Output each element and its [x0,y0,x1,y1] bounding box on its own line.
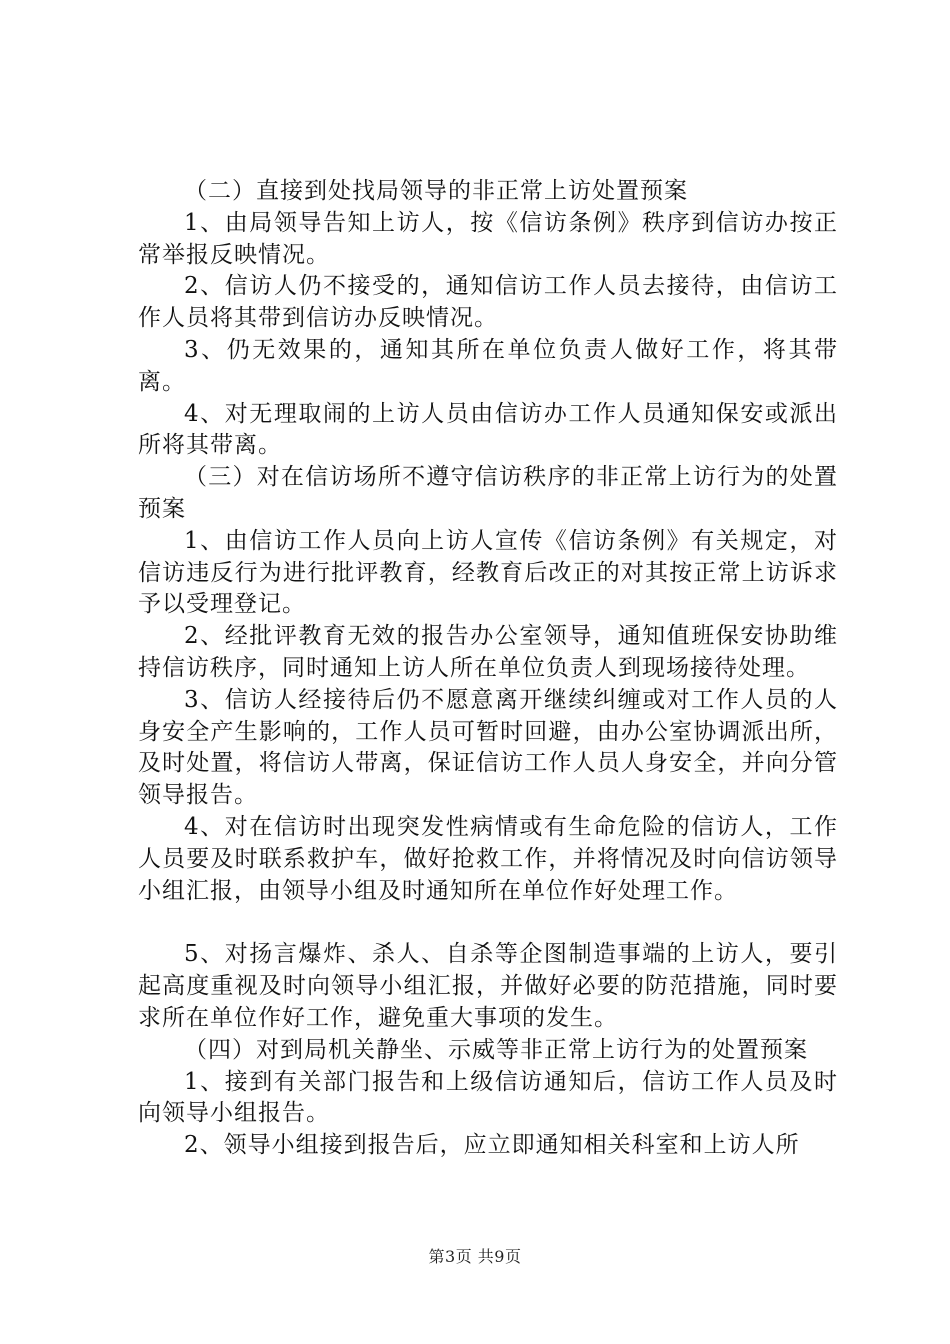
section-heading-3: （三）对在信访场所不遵守信访秩序的非正常上访行为的处置预案 [138,464,838,522]
paragraph: 2、信访人仍不接受的，通知信访工作人员去接待，由信访工作人员将其带到信访办反映情况。 [138,273,838,332]
section-heading-2: （二）直接到处找局领导的非正常上访处置预案 [184,178,688,204]
paragraph: 5、对扬言爆炸、杀人、自杀等企图制造事端的上访人，要引起高度重视及时向领导小组汇报，并做好必要的防范措施，同时要求所在单位作好工作，避免重大事项的发生。 [138,941,838,1031]
paragraph: 1、由局领导告知上访人，按《信访条例》秩序到信访办按正常举报反映情况。 [138,209,838,268]
paragraph: 3、仍无效果的，通知其所在单位负责人做好工作，将其带离。 [138,336,838,395]
paragraph: 4、对在信访时出现突发性病情或有生命危险的信访人，工作人员要及时联系救护车，做好抢救工作，并将情况及时向信访领导小组汇报，由领导小组及时通知所在单位作好处理工作。 [138,813,838,904]
paragraph: 2、领导小组接到报告后，应立即通知相关科室和上访人所 [184,1132,800,1159]
section-heading-4: （四）对到局机关静坐、示威等非正常上访行为的处置预案 [184,1036,808,1063]
paragraph: 3、信访人经接待后仍不愿意离开继续纠缠或对工作人员的人身安全产生影响的，工作人员可暂时回避，由办公室协调派出所，及时处置，将信访人带离，保证信访工作人员人身安全，并向分管领导报告。 [138,686,838,809]
paragraph: 4、对无理取闹的上访人员由信访办工作人员通知保安或派出所将其带离。 [138,400,838,459]
document-body [138,176,838,1162]
paragraph: 1、由信访工作人员向上访人宣传《信访条例》有关规定，对信访违反行为进行批评教育，经教育后改正的对其按正常上访诉求予以受理登记。 [138,527,838,618]
paragraph: 1、接到有关部门报告和上级信访通知后，信访工作人员及时向领导小组报告。 [138,1068,838,1127]
page-number: 第3页 共9页 [428,1247,522,1266]
paragraph: 2、经批评教育无效的报告办公室领导，通知值班保安协助维持信访秩序，同时通知上访人所在单位负责人到现场接待处理。 [138,623,838,681]
